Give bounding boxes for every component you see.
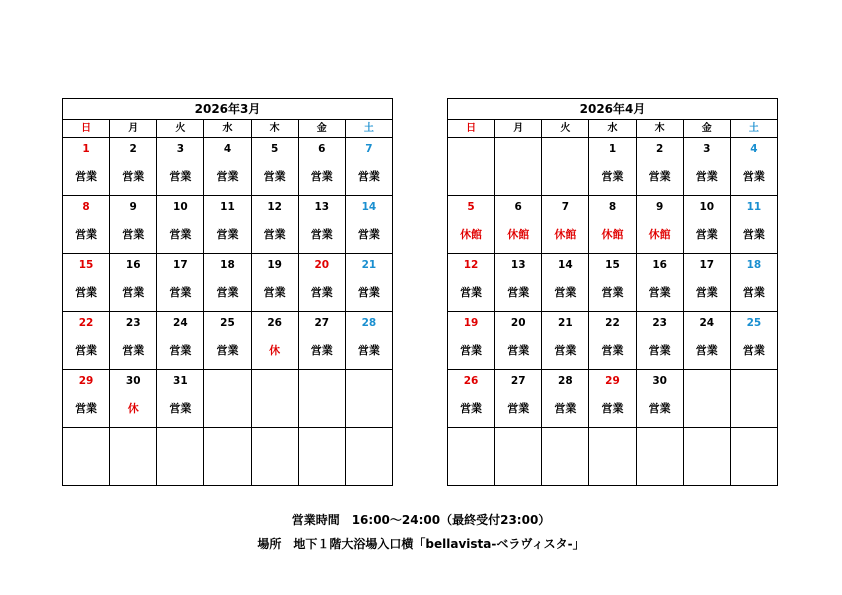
day-cell (730, 196, 777, 254)
day-cell (251, 254, 298, 312)
week-row (448, 428, 778, 486)
day-status: 営業 (460, 286, 483, 299)
day-status: 休館 (460, 228, 483, 241)
day-number (495, 142, 541, 156)
day-number: 17 (699, 259, 715, 271)
day-status: 休 (127, 402, 139, 415)
day-cell (448, 428, 495, 486)
day-cell (298, 370, 345, 428)
day-cell (730, 312, 777, 370)
day-status: 営業 (554, 286, 577, 299)
day-cell (63, 196, 110, 254)
day-status: 営業 (554, 344, 577, 357)
day-status: 営業 (310, 170, 333, 183)
day-number: 7 (561, 201, 569, 213)
day-cell (110, 196, 157, 254)
day-status: 営業 (169, 228, 192, 241)
day-cell (495, 196, 542, 254)
week-row (63, 254, 393, 312)
day-cell (251, 138, 298, 196)
day-cell (495, 370, 542, 428)
day-cell (204, 254, 251, 312)
calendar-title: 2026年4月 (448, 99, 778, 120)
day-number (63, 432, 109, 446)
day-status: 営業 (357, 344, 380, 357)
day-status (684, 460, 730, 474)
day-status: 休館 (648, 228, 671, 241)
day-cell (204, 428, 251, 486)
day-number: 28 (558, 375, 573, 387)
week-row (448, 254, 778, 312)
day-cell (63, 370, 110, 428)
day-number: 15 (78, 259, 94, 271)
day-cell (345, 254, 392, 312)
day-status (110, 460, 156, 474)
day-number: 14 (361, 201, 377, 213)
day-cell (110, 428, 157, 486)
day-number: 20 (314, 259, 330, 271)
day-cell (636, 254, 683, 312)
day-number: 26 (463, 375, 479, 387)
day-number (346, 374, 392, 388)
day-cell (495, 254, 542, 312)
day-status: 休館 (601, 228, 624, 241)
day-number: 1 (82, 143, 90, 155)
day-status (63, 460, 109, 474)
day-number: 15 (605, 259, 620, 271)
day-cell (542, 196, 589, 254)
day-status: 営業 (75, 344, 98, 357)
day-cell (495, 312, 542, 370)
day-status: 営業 (310, 286, 333, 299)
day-status (542, 170, 588, 184)
day-cell (683, 370, 730, 428)
day-number: 6 (318, 143, 326, 155)
day-status (346, 402, 392, 416)
business-hours: 営業時間 16:00～24:00（最終受付23:00） (291, 513, 551, 527)
day-cell (298, 312, 345, 370)
day-number: 24 (699, 317, 715, 329)
day-number: 30 (125, 375, 141, 387)
week-row (448, 196, 778, 254)
day-status (346, 460, 392, 474)
day-number: 2 (655, 143, 664, 155)
day-number: 27 (510, 375, 526, 387)
day-number: 21 (558, 317, 573, 329)
day-number: 14 (558, 259, 573, 271)
day-status: 営業 (601, 402, 624, 415)
day-number: 5 (270, 143, 279, 155)
day-status: 営業 (263, 170, 286, 183)
day-cell (345, 370, 392, 428)
day-cell (298, 254, 345, 312)
day-number: 25 (746, 317, 762, 329)
day-status (299, 402, 345, 416)
weekday-header (63, 120, 393, 138)
day-status: 営業 (601, 170, 624, 183)
day-cell (345, 428, 392, 486)
day-number: 12 (267, 201, 282, 213)
weekday-label: 水 (589, 120, 636, 138)
day-number: 29 (605, 375, 620, 387)
day-cell (204, 312, 251, 370)
day-cell (448, 254, 495, 312)
day-number (252, 374, 298, 388)
day-number (731, 374, 777, 388)
day-status: 営業 (357, 170, 380, 183)
day-status: 休館 (554, 228, 577, 241)
day-cell (298, 196, 345, 254)
week-row (63, 138, 393, 196)
day-status: 営業 (122, 344, 145, 357)
day-cell (251, 428, 298, 486)
day-cell (157, 428, 204, 486)
day-cell (345, 196, 392, 254)
day-status: 営業 (263, 286, 286, 299)
day-cell (542, 138, 589, 196)
day-status: 営業 (75, 228, 98, 241)
day-cell (683, 254, 730, 312)
day-status: 営業 (601, 286, 624, 299)
day-status: 営業 (357, 286, 380, 299)
day-status: 営業 (310, 228, 333, 241)
day-status: 営業 (122, 228, 145, 241)
calendar-title: 2026年3月 (63, 99, 393, 120)
day-number: 3 (176, 143, 184, 155)
day-status: 営業 (357, 228, 380, 241)
day-number (252, 432, 298, 446)
weekday-header (448, 120, 778, 138)
day-number: 12 (463, 259, 479, 271)
day-cell (298, 138, 345, 196)
day-status: 営業 (263, 228, 286, 241)
day-cell (251, 312, 298, 370)
day-cell (204, 138, 251, 196)
day-number (495, 432, 541, 446)
day-number (204, 432, 250, 446)
day-number: 23 (125, 317, 141, 329)
day-number: 3 (703, 143, 711, 155)
day-status: 営業 (310, 344, 333, 357)
day-number (542, 432, 588, 446)
day-number (346, 432, 392, 446)
day-status (637, 460, 683, 474)
day-number: 18 (220, 259, 235, 271)
day-cell (636, 312, 683, 370)
day-number: 6 (514, 201, 522, 213)
day-number: 21 (361, 259, 377, 271)
day-number (731, 432, 777, 446)
day-status: 営業 (460, 402, 483, 415)
day-number: 16 (125, 259, 141, 271)
day-cell (542, 370, 589, 428)
weekday-label: 月 (110, 120, 157, 138)
day-cell (251, 196, 298, 254)
day-cell (589, 312, 636, 370)
day-status: 営業 (648, 402, 671, 415)
day-status (157, 460, 203, 474)
day-status: 営業 (742, 228, 765, 241)
day-number: 4 (750, 143, 758, 155)
day-status: 営業 (75, 170, 98, 183)
day-cell (589, 254, 636, 312)
day-number: 29 (78, 375, 94, 387)
day-cell (636, 428, 683, 486)
day-cell (730, 254, 777, 312)
day-number: 26 (267, 317, 282, 329)
day-status: 営業 (507, 286, 530, 299)
day-status: 営業 (122, 170, 145, 183)
calendar-march (62, 98, 393, 486)
day-status (252, 402, 298, 416)
day-status: 営業 (507, 402, 530, 415)
day-cell (589, 196, 636, 254)
day-cell (157, 254, 204, 312)
day-cell (345, 138, 392, 196)
day-status: 営業 (601, 344, 624, 357)
day-cell (63, 254, 110, 312)
day-status: 営業 (507, 344, 530, 357)
week-row (63, 428, 393, 486)
day-status (589, 460, 635, 474)
day-cell (589, 428, 636, 486)
day-cell (63, 428, 110, 486)
day-cell (636, 196, 683, 254)
day-number: 13 (314, 201, 330, 213)
location: 場所 地下１階大浴場入口横「bellavista-ベラヴィスタ-」 (257, 537, 585, 551)
day-cell (636, 370, 683, 428)
weekday-label: 日 (63, 120, 110, 138)
day-cell (542, 254, 589, 312)
day-number: 25 (220, 317, 235, 329)
day-cell (683, 138, 730, 196)
day-status: 休 (269, 344, 281, 357)
day-status (448, 170, 494, 184)
day-cell (204, 196, 251, 254)
day-cell (110, 254, 157, 312)
day-status: 営業 (742, 170, 765, 183)
day-status: 営業 (169, 344, 192, 357)
day-status: 営業 (742, 344, 765, 357)
day-cell (448, 138, 495, 196)
day-number (684, 432, 730, 446)
day-number (684, 374, 730, 388)
day-cell (495, 428, 542, 486)
day-status: 営業 (169, 402, 192, 415)
week-row (448, 138, 778, 196)
day-number: 9 (655, 201, 664, 213)
day-number: 22 (605, 317, 620, 329)
day-cell (448, 312, 495, 370)
day-cell (157, 138, 204, 196)
day-status: 営業 (169, 286, 192, 299)
day-number: 10 (699, 201, 715, 213)
weekday-label: 木 (636, 120, 683, 138)
weekday-label: 日 (448, 120, 495, 138)
day-cell (157, 370, 204, 428)
day-number: 31 (173, 375, 188, 387)
day-cell (157, 196, 204, 254)
day-status (495, 170, 541, 184)
day-number (542, 142, 588, 156)
day-cell (683, 196, 730, 254)
day-number: 7 (365, 143, 373, 155)
day-status: 営業 (75, 286, 98, 299)
day-status: 営業 (216, 344, 239, 357)
day-number (204, 374, 250, 388)
day-number: 19 (267, 259, 282, 271)
day-number: 17 (173, 259, 188, 271)
day-cell (157, 312, 204, 370)
day-number: 27 (314, 317, 330, 329)
day-cell (204, 370, 251, 428)
day-cell (345, 312, 392, 370)
day-number: 19 (463, 317, 479, 329)
day-status: 営業 (742, 286, 765, 299)
day-number (157, 432, 203, 446)
day-cell (542, 312, 589, 370)
day-cell (683, 312, 730, 370)
day-cell (495, 138, 542, 196)
day-number: 5 (467, 201, 475, 213)
day-status (731, 402, 777, 416)
day-status (299, 460, 345, 474)
day-status (448, 460, 494, 474)
weekday-label: 月 (495, 120, 542, 138)
day-cell (448, 196, 495, 254)
day-cell (730, 370, 777, 428)
day-status: 営業 (122, 286, 145, 299)
day-number: 18 (746, 259, 762, 271)
day-status: 営業 (695, 344, 718, 357)
day-cell (251, 370, 298, 428)
day-number (448, 432, 494, 446)
day-status: 営業 (216, 286, 239, 299)
day-cell (63, 312, 110, 370)
day-status (252, 460, 298, 474)
week-row (63, 196, 393, 254)
day-number: 23 (652, 317, 667, 329)
day-number: 20 (510, 317, 526, 329)
day-number: 1 (608, 143, 617, 155)
day-status: 営業 (554, 402, 577, 415)
weekday-label: 水 (204, 120, 251, 138)
day-cell (683, 428, 730, 486)
day-status (495, 460, 541, 474)
day-status: 休館 (507, 228, 530, 241)
day-cell (730, 138, 777, 196)
day-status (204, 402, 250, 416)
day-cell (589, 370, 636, 428)
week-row (63, 312, 393, 370)
day-status: 営業 (695, 228, 718, 241)
day-number (299, 432, 345, 446)
day-number: 22 (78, 317, 94, 329)
calendar-april (447, 98, 778, 486)
day-cell (542, 428, 589, 486)
day-number (637, 432, 683, 446)
week-row (448, 312, 778, 370)
day-status (731, 460, 777, 474)
day-number: 28 (361, 317, 377, 329)
day-cell (63, 138, 110, 196)
day-number (589, 432, 635, 446)
week-row (448, 370, 778, 428)
day-status: 営業 (695, 170, 718, 183)
day-status: 営業 (460, 344, 483, 357)
day-status (204, 460, 250, 474)
day-status: 営業 (216, 228, 239, 241)
day-cell (110, 370, 157, 428)
day-number: 30 (652, 375, 667, 387)
day-status: 営業 (75, 402, 98, 415)
weekday-label: 土 (345, 120, 392, 138)
day-status: 営業 (648, 170, 671, 183)
day-number: 10 (173, 201, 188, 213)
day-status: 営業 (169, 170, 192, 183)
day-cell (589, 138, 636, 196)
day-cell (110, 138, 157, 196)
weekday-label: 火 (157, 120, 204, 138)
day-number: 11 (746, 201, 762, 213)
weekday-label: 金 (683, 120, 730, 138)
day-status (542, 460, 588, 474)
day-number: 16 (652, 259, 667, 271)
day-cell (448, 370, 495, 428)
day-number: 8 (82, 201, 90, 213)
day-cell (110, 312, 157, 370)
week-row (63, 370, 393, 428)
day-cell (636, 138, 683, 196)
day-number: 2 (129, 143, 137, 155)
weekday-label: 木 (251, 120, 298, 138)
weekday-label: 火 (542, 120, 589, 138)
day-number (110, 432, 156, 446)
day-number: 13 (510, 259, 526, 271)
day-number (299, 374, 345, 388)
day-number: 9 (129, 201, 137, 213)
day-cell (730, 428, 777, 486)
day-status: 営業 (648, 344, 671, 357)
day-number: 11 (220, 201, 235, 213)
day-number: 8 (608, 201, 617, 213)
day-status: 営業 (216, 170, 239, 183)
day-number: 4 (223, 143, 232, 155)
day-number: 24 (173, 317, 188, 329)
day-status: 営業 (648, 286, 671, 299)
weekday-label: 金 (298, 120, 345, 138)
day-status (684, 402, 730, 416)
day-number (448, 142, 494, 156)
day-status: 営業 (695, 286, 718, 299)
weekday-label: 土 (730, 120, 777, 138)
day-cell (298, 428, 345, 486)
